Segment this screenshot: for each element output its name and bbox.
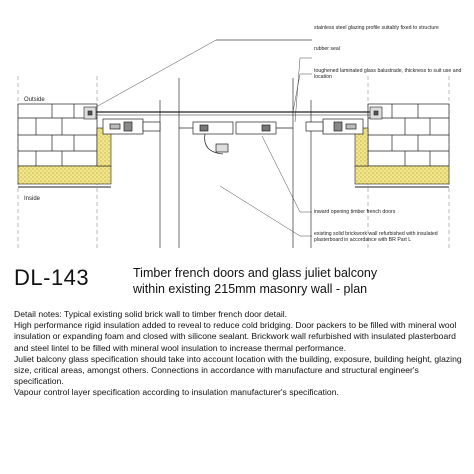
note-paragraph: High performance rigid insulation added to reveal to reduce cold bridging. Door packers to be filled with mineral wool insulation or expanding foam and closed with silicone sealant. Brickwork wall refurbished with insulated plasterboard and steel lintel to be filled with mineral wool insulation to increase thermal performance. xyxy=(14,320,457,353)
opening-lines xyxy=(160,78,311,248)
detail-title-line-1: Timber french doors and glass juliet balcony xyxy=(133,266,378,280)
outside-label: Outside xyxy=(24,97,45,103)
detail-title-line-2: within existing 215mm masonry wall - plan xyxy=(133,281,368,296)
right-door-frame xyxy=(306,119,363,134)
left-door-frame xyxy=(103,119,160,134)
glazing-profile-left xyxy=(84,107,96,119)
label-brickwork: existing solid brickwork wall refurbished with insulated plasterboard in accordance with BR Part L xyxy=(314,231,438,244)
detail-code: DL-143 xyxy=(14,265,90,290)
label-rubber-seal: rubber seal xyxy=(314,46,340,52)
label-glass-balustrade: toughened laminated glass balustrade, thickness to suit use and location xyxy=(314,68,462,81)
note-paragraph: Vapour control layer specification according to insulation manufacturer's specification. xyxy=(14,387,339,398)
right-insulation xyxy=(355,166,449,184)
leader-lines xyxy=(96,40,312,236)
note-paragraph: Detail notes: Typical existing solid brick wall to timber french door detail. xyxy=(14,309,288,319)
label-glazing-profile: stainless steel glazing profile suitably fixed to structure xyxy=(314,25,439,31)
center-door-meeting-stiles xyxy=(179,122,293,154)
inside-label: Inside xyxy=(24,196,41,202)
detail-title xyxy=(133,266,463,297)
glazing-profile-right xyxy=(370,107,382,119)
note-paragraph: Juliet balcony glass specification should take into account location with the building, exposure, building height, glazing size, critical areas, amongst others. Connections in accordance with manufacture and structural engineer's specification. xyxy=(14,353,462,387)
detail-notes xyxy=(14,309,464,399)
label-french-doors: inward opening timber french doors xyxy=(314,209,396,215)
left-insulation xyxy=(18,166,111,184)
